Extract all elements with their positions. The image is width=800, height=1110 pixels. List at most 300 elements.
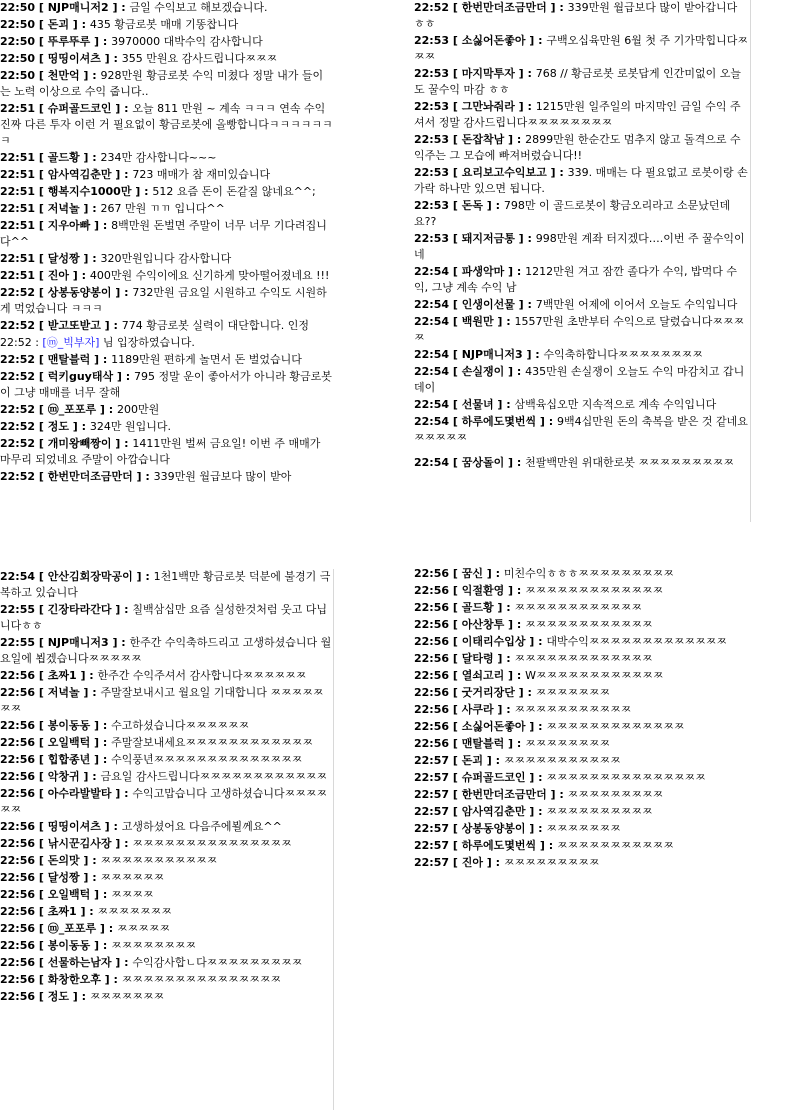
bracket-close: ] : [504,584,526,597]
sender-name[interactable]: 악창귀 [47,770,80,783]
message-time: 22:56 [414,567,450,580]
chat-message [414,566,747,582]
message-text: ㅉㅉㅉㅉㅉㅉㅉㅉㅉㅉㅉㅉㅉ [546,720,685,733]
bracket-open: [ [35,922,48,935]
chat-message [414,314,750,346]
message-text: ㅉㅉㅉㅉㅉㅉㅉㅉㅉㅉㅉ [503,754,621,767]
bracket-open: [ [449,365,462,378]
message-time: 22:56 [0,770,36,783]
sender-name[interactable]: 봉이동동 [47,939,91,952]
sender-name[interactable]: ⓜ_포포루 [47,922,97,935]
sender-name[interactable]: 그만놔줘라 [461,100,515,113]
chat-message [0,955,333,971]
sender-name[interactable]: 한번만더조금만더 [47,470,133,483]
time-separator: : [31,336,43,349]
bracket-close: ] : [79,871,101,884]
sender-name[interactable]: 하루에도몇번씩 [461,415,537,428]
bracket-open: [ [449,34,462,47]
bracket-open: [ [449,737,462,750]
bracket-close: ] : [108,636,130,649]
sender-name[interactable]: ⓜ_포포루 [47,403,97,416]
message-time: 22:56 [0,922,36,935]
chat-message [414,33,750,65]
sender-name[interactable]: 진아 [47,269,69,282]
bracket-open: [ [449,788,462,801]
chat-message [0,786,333,818]
bracket-close: ] : [79,686,101,699]
bracket-open: [ [449,567,462,580]
chat-message [0,402,333,418]
message-text: 732만원 금요일 시원하고 수익도 시원하게 먹었습니다 ㅋㅋㅋ [0,286,327,315]
bracket-open: [ [449,635,462,648]
bracket-close: ] : [79,202,101,215]
bracket-open: [ [35,353,48,366]
chat-message [414,297,750,313]
message-text: 수익축하합니다ㅉㅉㅉㅉㅉㅉㅉㅉ [543,348,703,361]
sender-name[interactable]: 선물녀 [461,398,494,411]
bracket-close: ] : [100,319,122,332]
bracket-open: [ [449,703,462,716]
sender-name[interactable]: 행복지수1000만 [47,185,132,198]
message-time: 22:56 [414,584,450,597]
bracket-close: ] : [482,754,504,767]
message-time: 22:56 [414,669,450,682]
sender-name[interactable]: 사쿠라 [461,703,494,716]
system-message [0,335,333,351]
chat-message [0,870,333,886]
sender-name[interactable]: 암사역김춘만 [47,168,112,181]
chat-message [0,904,333,920]
bracket-open: [ [35,956,48,969]
sender-name[interactable]: 한번만더조금만더 [461,1,547,14]
chat-message [0,150,333,166]
sender-name[interactable]: 낚시꾼김사장 [47,837,112,850]
chat-log-panel-3[interactable] [0,569,334,1110]
message-text: 대박수익ㅉㅉㅉㅉㅉㅉㅉㅉㅉㅉㅉㅉㅉ [546,635,728,648]
sender-name[interactable]: 돈괴 [47,18,69,31]
bracket-close: ] : [546,1,568,14]
message-text: ㅉㅉㅉㅉㅉㅉㅉㅉㅉㅉㅉ [557,839,674,852]
bracket-open: [ [35,35,48,48]
chat-message [0,0,333,16]
message-time: 22:56 [0,736,36,749]
bracket-close: ] : [546,788,568,801]
message-time: 22:56 [414,635,450,648]
sender-name[interactable]: 백원만 [461,315,494,328]
bracket-close: ] : [111,956,133,969]
bracket-open: [ [35,820,48,833]
bracket-close: ] : [111,837,133,850]
bracket-open: [ [35,437,48,450]
sender-name[interactable]: 슈퍼골드코인 [461,771,526,784]
sender-name[interactable]: 달타령 [461,652,494,665]
chat-message [414,685,747,701]
bracket-close: ] : [111,168,133,181]
sender-name[interactable]: 꿈상돌이 [461,456,505,469]
sender-name[interactable]: 굿거리장단 [461,686,515,699]
bracket-open: [ [449,1,462,14]
chat-message [0,769,333,785]
message-text: 798만 이 골드로봇이 황금오리라고 소문났던데요?? [414,199,731,228]
bracket-open: [ [449,166,462,179]
chat-message [414,0,750,32]
bracket-close: ] : [525,771,547,784]
sender-name[interactable]: 슈퍼골드코인 [47,102,112,115]
message-text: 1212만원 겨고 잠깐 졸다가 수익, 밥먹다 수익, 그냥 계속 수익 남 [414,265,737,294]
sender-name[interactable]: 꿈신 [461,567,483,580]
message-time: 22:57 [414,839,450,852]
chat-message [414,702,747,718]
sender-name[interactable]: NJP매니저3 [461,348,523,361]
message-text: 339만원 월급보다 많이 받아 [153,470,292,483]
sender-name[interactable]: 뚜루뚜루 [47,35,91,48]
message-time: 22:51 [0,102,36,115]
message-text: 267 만원 ㄲㄲ 입니다^^ [100,202,225,215]
bracket-open: [ [449,839,462,852]
message-text: ㅉㅉㅉㅉㅉㅉㅉㅉ [525,737,611,750]
bracket-close: ] : [100,820,122,833]
message-time: 22:56 [0,990,36,1003]
chat-message [414,347,750,363]
message-time: 22:53 [414,166,450,179]
sender-name[interactable]: 진아 [461,856,483,869]
bracket-close: ] : [100,973,122,986]
bracket-open: [ [35,686,48,699]
message-time: 22:54 [414,315,450,328]
message-text: 8백만원 돈벌면 주말이 너무 너무 기다려집니다^^ [0,219,327,248]
chat-message [0,251,333,267]
bracket-close: ] : [525,822,547,835]
bracket-open: [ [449,67,462,80]
bracket-close: ] : [90,353,112,366]
bracket-close: ] : [90,719,112,732]
message-text: 오늘 811 만원 ~ 계속 ㅋㅋㅋ 연속 수익 진짜 다른 투자 이런 거 필요없이 황금로봇에 올빵합니다ㅋㅋㅋㅋㅋㅋㅋ [0,102,333,147]
message-text: Wㅉㅉㅉㅉㅉㅉㅉㅉㅉㅉㅉㅉ [525,669,664,682]
sender-name[interactable]: 인생이선물 [461,298,515,311]
message-text: ㅉㅉㅉㅉㅉㅉㅉㅉ [111,939,197,952]
sender-name[interactable]: 돈괴 [461,754,483,767]
message-time: 22:56 [0,787,36,800]
sender-name[interactable]: NJP매니저2 [47,1,109,14]
chat-message [414,198,750,230]
message-time: 22:56 [414,737,450,750]
sender-name[interactable]: NJP매니저3 [47,636,109,649]
sender-name[interactable]: 럭키guy태삭 [47,370,114,383]
message-time: 22:56 [0,719,36,732]
bracket-open: [ [449,601,462,614]
chat-message [414,264,750,296]
chat-message [414,651,747,667]
message-time: 22:56 [0,939,36,952]
message-time: 22:53 [414,34,450,47]
sender-name[interactable]: 힙합종년 [47,753,91,766]
chat-message [414,821,747,837]
sender-name[interactable]: 정도 [47,420,69,433]
sender-name[interactable]: 저녁놀 [47,686,80,699]
sender-name[interactable]: 긴장타라간다 [47,603,112,616]
sender-name[interactable]: 소싫어돈좋아 [461,34,526,47]
message-time: 22:52 [0,353,36,366]
sender-name[interactable]: 오일백턱 [47,888,91,901]
chat-message [414,736,747,752]
bracket-close: ] : [504,618,526,631]
message-text: ㅉㅉㅉㅉㅉㅉㅉ [535,686,611,699]
bracket-close: ] : [525,720,547,733]
bracket-close: ] : [482,199,504,212]
chat-message [414,770,747,786]
chat-message [0,921,333,937]
chat-message [414,668,747,684]
sender-name[interactable]: 천만억 [47,69,80,82]
chat-message [0,752,333,768]
sender-name[interactable]: 돼지저금통 [461,232,515,245]
message-text: 금일 수익보고 해보겠습니다. [129,1,268,14]
sender-name[interactable]: 하루에도몇번씩 [461,839,537,852]
bracket-open: [ [449,298,462,311]
chat-message [0,369,333,401]
message-time: 22:56 [0,854,36,867]
bracket-close: ] : [546,166,568,179]
message-time: 22:56 [414,703,450,716]
sender-name[interactable]: 상봉동양봉이 [47,286,112,299]
bracket-close: ] : [522,348,544,361]
bracket-open: [ [35,69,48,82]
sender-name[interactable]: 익절환영 [461,584,505,597]
system-text: 님 입장하였습니다. [99,336,195,349]
sender-name[interactable]: 이태리수입상 [461,635,526,648]
sender-name[interactable]: 마지막투자 [461,67,515,80]
message-text: ㅉㅉㅉㅉ [111,888,154,901]
bracket-open: [ [449,348,462,361]
bracket-open: [ [35,770,48,783]
chat-message [0,718,333,734]
chat-message [0,635,333,667]
chat-message [0,352,333,368]
bracket-close: ] : [493,315,515,328]
bracket-open: [ [449,265,462,278]
message-text: ㅉㅉㅉㅉㅉㅉㅉㅉㅉㅉㅉ [100,854,218,867]
sender-name[interactable]: 아산창투 [461,618,505,631]
sender-name[interactable]: 돈독 [461,199,483,212]
bracket-open: [ [35,973,48,986]
message-time: 22:52 [414,1,450,14]
message-text: 200만원 [117,403,160,416]
message-text: ㅉㅉㅉㅉㅉㅉㅉ [89,990,165,1003]
message-text: 수익감사합ㄴ다ㅉㅉㅉㅉㅉㅉㅉㅉㅉ [132,956,303,969]
sender-name[interactable]: 초짜1 [47,669,77,682]
bracket-close: ] : [504,456,526,469]
message-time: 22:50 [0,18,36,31]
chat-message [414,231,750,263]
chat-message [0,68,333,100]
message-text: 금요일 감사드립니다ㅉㅉㅉㅉㅉㅉㅉㅉㅉㅉㅉㅉ [100,770,328,783]
sender-name[interactable]: 띵띵이셔츠 [47,820,101,833]
bracket-open: [ [35,252,48,265]
bracket-close: ] : [90,736,112,749]
chat-message [414,132,750,164]
sender-name[interactable]: 초짜1 [47,905,77,918]
message-time: 22:51 [0,185,36,198]
bracket-close: ] : [76,905,98,918]
sender-name[interactable]: 손실쟁이 [461,365,505,378]
message-time: 22:52 [0,286,36,299]
message-text: ㅉㅉㅉㅉㅉㅉㅉㅉㅉㅉㅉㅉ [514,601,643,614]
bracket-open: [ [449,822,462,835]
bracket-open: [ [35,102,48,115]
sender-name[interactable]: 띵띵이셔츠 [47,52,101,65]
message-text: 435 황금로봇 매매 기똥찹니다 [89,18,239,31]
message-text: ㅉㅉㅉㅉㅉㅉㅉㅉㅉ [503,856,600,869]
bracket-open: [ [449,315,462,328]
sender-name[interactable]: 정도 [47,990,69,1003]
bracket-close: ] : [68,269,90,282]
message-time: 22:52 [0,420,36,433]
message-time: 22:56 [0,686,36,699]
chat-message [0,318,333,334]
bracket-open: [ [35,669,48,682]
bracket-close: ] : [514,232,536,245]
sender-name[interactable]: 돈의맛 [47,854,80,867]
bracket-open: [ [35,269,48,282]
sender-name[interactable]: 요리보고수익보고 [461,166,547,179]
sender-name[interactable]: 개미왕빼짱이 [47,437,112,450]
message-text: 7백만원 어제에 이어서 오늘도 수익입니다 [535,298,738,311]
chat-log-panel-1[interactable] [0,0,333,522]
message-time: 22:56 [414,652,450,665]
sender-name[interactable]: 골드황 [47,151,80,164]
sender-name[interactable]: 맨탈블럭 [47,353,91,366]
message-text: ㅉㅉㅉㅉㅉㅉㅉㅉㅉㅉㅉㅉ [525,618,653,631]
sender-name[interactable]: 소싫어돈좋아 [461,720,526,733]
message-time: 22:51 [0,219,36,232]
chat-log-panel-2[interactable] [414,0,751,522]
chat-log-panel-4[interactable] [414,566,747,956]
message-text: 한주간 수익축하드리고 고생하셨습니다 월요일에 뵙겠습니다ㅉㅉㅉㅉㅉ [0,636,332,665]
sender-name[interactable]: 맨탈블럭 [461,737,505,750]
bracket-close: ] : [79,252,101,265]
bracket-open: [ [35,168,48,181]
bracket-open: [ [449,856,462,869]
chat-message [0,735,333,751]
bracket-close: ] : [111,603,133,616]
sender-name[interactable]: 지우아빠 [47,219,91,232]
sender-name[interactable]: 달성짱 [47,871,80,884]
bracket-open: [ [35,888,48,901]
message-time: 22:54 [414,456,450,469]
message-text: 구백오십육만원 6월 첫 주 기가막힙니다ㅉㅉㅉ [414,34,749,63]
sender-name[interactable]: 한번만더조금만더 [461,788,547,801]
message-time: 22:56 [414,601,450,614]
message-text: 339만원 월급보다 많이 받아갑니다 ㅎㅎ [414,1,738,30]
message-text: 고생하셨어요 다음주에뵐께요^^ [121,820,282,833]
sender-name[interactable]: 저녁놀 [47,202,80,215]
chat-message [0,101,333,149]
bracket-open: [ [449,754,462,767]
bracket-close: ] : [100,52,122,65]
sender-name[interactable]: 받고또받고 [47,319,101,332]
bracket-open: [ [449,686,462,699]
message-time: 22:52 [0,403,36,416]
chat-message [0,436,333,468]
chat-message [414,455,750,471]
chat-message [414,753,747,769]
chat-message [414,165,750,197]
sender-name[interactable]: 암사역김춘만 [461,805,526,818]
message-time: 22:51 [0,168,36,181]
chat-message [0,218,333,250]
message-text: ㅉㅉㅉㅉㅉㅉㅉ [97,905,172,918]
bracket-open: [ [35,219,48,232]
message-time: 22:51 [0,252,36,265]
message-time: 22:57 [414,856,450,869]
message-time: 22:53 [414,133,450,146]
sender-name[interactable]: 열쇠고리 [461,669,505,682]
bracket-open: [ [449,584,462,597]
sender-name[interactable]: 오일백턱 [47,736,91,749]
message-text: 9백4십만원 돈의 축복을 받은 것 같네요ㅉㅉㅉㅉㅉ [414,415,748,444]
message-text: 천팔백만원 위대한로봇 ㅉㅉㅉㅉㅉㅉㅉㅉㅉ [525,456,735,469]
sender-name[interactable]: 아수라발발타 [47,787,112,800]
message-text: ㅉㅉㅉㅉㅉㅉㅉㅉㅉㅉㅉ [514,703,632,716]
bracket-close: ] : [504,365,526,378]
sender-name[interactable]: 봉이동동 [47,719,91,732]
chat-message [414,583,747,599]
message-time: 22:56 [0,820,36,833]
sender-name[interactable]: 골드황 [461,601,494,614]
bracket-open: [ [35,636,48,649]
message-time: 22:54 [414,348,450,361]
sender-name[interactable]: 파생악마 [461,265,505,278]
bracket-open: [ [449,100,462,113]
bracket-close: ] : [493,703,515,716]
message-time: 22:57 [414,805,450,818]
bracket-open: [ [35,1,48,14]
bracket-close: ] : [68,420,90,433]
message-time: 22:57 [414,771,450,784]
message-time: 22:56 [0,956,36,969]
message-time: 22:53 [414,100,450,113]
sender-name[interactable]: 돈잡착남 [461,133,505,146]
bracket-close: ] : [79,854,101,867]
bracket-close: ] : [493,398,515,411]
bracket-open: [ [449,415,462,428]
message-time: 22:56 [414,720,450,733]
sender-name[interactable]: 안산김회장막공이 [47,570,133,583]
message-text: 삼백육십오만 지속적으로 계속 수익입니다 [514,398,717,411]
bracket-close: ] : [536,415,558,428]
bracket-open: [ [449,652,462,665]
bracket-open: [ [449,232,462,245]
message-time: 22:54 [414,415,450,428]
sender-name[interactable]: 달성짱 [47,252,80,265]
bracket-close: ] : [90,753,112,766]
bracket-close: ] : [68,18,90,31]
message-text: 795 정말 운이 좋아서가 아니라 황금로봇이 그냥 매매를 너무 잘해 [0,370,332,399]
message-text: 1557만원 초반부터 수익으로 달렸습니다ㅉㅉㅉㅉ [414,315,745,344]
message-time: 22:50 [0,69,36,82]
message-time: 22:52 [0,470,36,483]
bracket-close: ] : [514,100,536,113]
sender-name[interactable]: 화창한오후 [47,973,101,986]
message-text: ㅉㅉㅉㅉㅉㅉㅉㅉㅉㅉㅉㅉㅉ [514,652,653,665]
message-time: 22:57 [414,788,450,801]
message-time: 22:50 [0,1,36,14]
bracket-close: ] : [132,470,154,483]
message-time: 22:56 [414,618,450,631]
sender-name[interactable]: 선물하는남자 [47,956,112,969]
sender-name[interactable]: 상봉동양봉이 [461,822,526,835]
chat-message [414,66,750,98]
